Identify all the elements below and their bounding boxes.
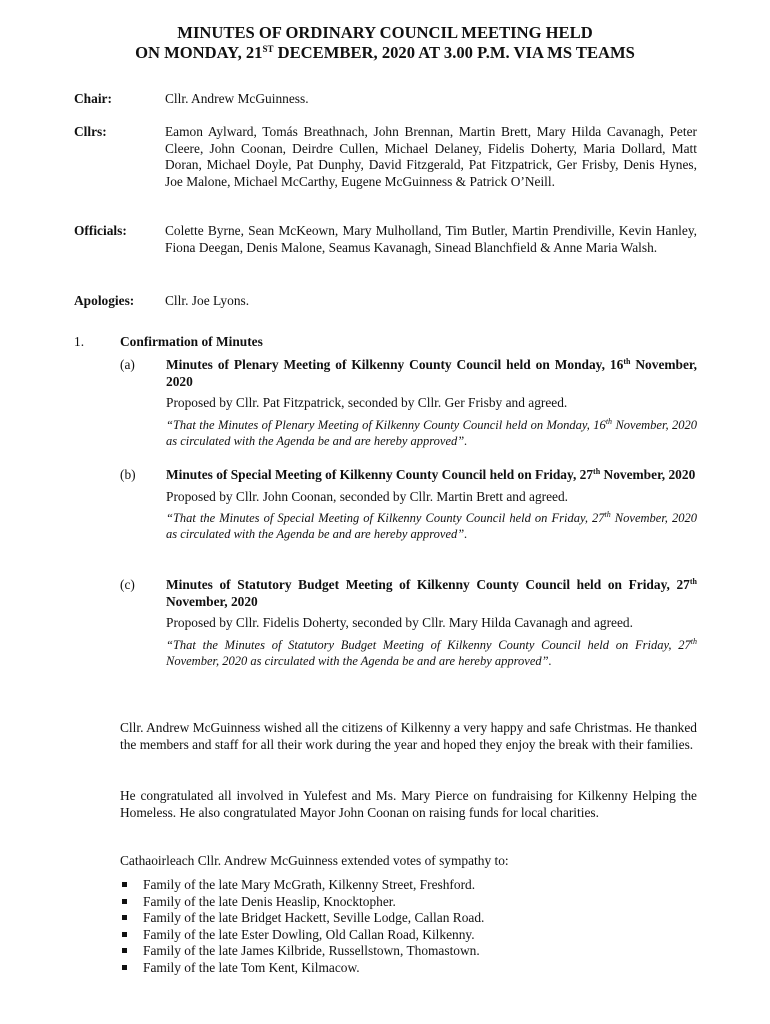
- item-b-resolution: [166, 510, 697, 542]
- item-a: [166, 357, 697, 449]
- document-title: [40, 23, 730, 63]
- item-b-heading: [166, 467, 697, 484]
- list-item-text: Family of the late Tom Kent, Kilmacow.: [143, 959, 360, 975]
- sympathy-intro-paragraph: Cathaoirleach Cllr. Andrew McGuinness extended votes of sympathy to:: [120, 853, 509, 868]
- item-b-label: (b): [120, 467, 136, 482]
- bullet-icon: [122, 965, 127, 970]
- item-c-heading-sup: th: [689, 577, 697, 586]
- list-item-text: Family of the late James Kilbride, Russellstown, Thomastown.: [143, 943, 480, 959]
- apologies-label: Apologies:: [74, 293, 135, 308]
- item-a-resolution-start: “That the Minutes of Plenary Meeting of Kilkenny County Council held on Monday, 16: [166, 417, 606, 432]
- item-a-resolution-end: November, 2020 as circulated with the Agenda be and are hereby approved”.: [166, 417, 697, 448]
- item-a-heading: [166, 357, 697, 390]
- list-item-text: Family of the late Bridget Hackett, Seville Lodge, Callan Road.: [143, 910, 485, 926]
- section-title: Confirmation of Minutes: [120, 334, 263, 349]
- list-item: [120, 894, 697, 911]
- item-c-heading-end: November, 2020: [166, 593, 258, 609]
- chair-label: Chair:: [74, 91, 112, 106]
- apologies-value: Cllr. Joe Lyons.: [165, 293, 250, 308]
- item-c-heading: [166, 577, 697, 610]
- item-c-resolution-start: “That the Minutes of Statutory Budget Meeting of Kilkenny County Council held on Friday, 27: [166, 637, 691, 652]
- title-line-2: [40, 43, 730, 63]
- title-line-2-start: ON MONDAY, 21: [135, 43, 263, 62]
- bullet-icon: [122, 899, 127, 904]
- item-b: [166, 467, 697, 542]
- title-line-1: MINUTES OF ORDINARY COUNCIL MEETING HELD: [177, 23, 593, 42]
- item-a-resolution: [166, 417, 697, 449]
- list-item: [120, 910, 697, 927]
- bullet-icon: [122, 882, 127, 887]
- item-c-resolution-end: November, 2020 as circulated with the Agenda be and are hereby approved”.: [166, 653, 552, 668]
- bullet-icon: [122, 915, 127, 920]
- item-b-proposed: Proposed by Cllr. John Coonan, seconded by Cllr. Martin Brett and agreed.: [166, 488, 569, 504]
- title-line-2-superscript: ST: [262, 44, 274, 54]
- list-item: [120, 877, 697, 894]
- item-b-heading-end: November, 2020: [600, 467, 696, 482]
- item-a-heading-end: November, 2020: [166, 357, 697, 389]
- officials-value: Colette Byrne, Sean McKeown, Mary Mulholland, Tim Butler, Martin Prendiville, Kevin Hanley, Fiona Deegan, Denis Malone, Seamus Kavanagh, Sinead Blanchfield & Anne Maria Walsh.: [165, 223, 697, 255]
- cllrs-value: Eamon Aylward, Tomás Breathnach, John Brennan, Martin Brett, Mary Hilda Cavanagh, Peter Cleere, John Coonan, Deirdre Cullen, Michael Delaney, Fidelis Doherty, Maria Dollard, Matt Doran, Michael Doyle, Pat Dunphy, David Fitzgerald, Pat Fitzpatrick, Ger Frisby, Denis Hynes, Joe Malone, Michael McCarthy, Eugene McGuinness & Patrick O’Neill.: [165, 124, 697, 189]
- item-b-resolution-start: “That the Minutes of Special Meeting of Kilkenny County Council held on Friday, 27: [166, 511, 605, 526]
- item-a-proposed: Proposed by Cllr. Pat Fitzpatrick, seconded by Cllr. Ger Frisby and agreed.: [166, 395, 568, 411]
- officials-label: Officials:: [74, 223, 127, 238]
- item-c-heading-start: Minutes of Statutory Budget Meeting of Kilkenny County Council held on Friday, 27: [166, 577, 690, 592]
- item-c-resolution-sup: th: [690, 636, 697, 646]
- chair-value: Cllr. Andrew McGuinness.: [165, 91, 309, 106]
- sympathy-list: [120, 877, 697, 977]
- item-a-resolution-sup: th: [605, 416, 613, 426]
- item-c-label: (c): [120, 577, 135, 592]
- list-item: [120, 943, 697, 960]
- item-a-label: (a): [120, 357, 135, 372]
- item-a-heading-sup: th: [623, 357, 631, 366]
- christmas-greeting-paragraph: Cllr. Andrew McGuinness wished all the citizens of Kilkenny a very happy and safe Christmas. He thanked the members and staff for all their work during the year and hoped they enjoy the break with their families.: [120, 720, 697, 752]
- item-b-resolution-end: November, 2020 as circulated with the Agenda be and are hereby approved”.: [166, 511, 697, 542]
- bullet-icon: [122, 948, 127, 953]
- list-item-text: Family of the late Mary McGrath, Kilkenny Street, Freshford.: [143, 877, 476, 892]
- item-b-heading-sup: th: [593, 467, 601, 476]
- item-b-heading-start: Minutes of Special Meeting of Kilkenny County Council held on Friday, 27: [166, 467, 594, 482]
- list-item-text: Family of the late Ester Dowling, Old Callan Road, Kilkenny.: [143, 926, 475, 942]
- item-c-resolution: [166, 637, 697, 669]
- list-item: [120, 927, 697, 944]
- item-c: [166, 577, 697, 669]
- item-a-heading-start: Minutes of Plenary Meeting of Kilkenny County Council held on Monday, 16: [166, 357, 624, 372]
- item-c-proposed: Proposed by Cllr. Fidelis Doherty, seconded by Cllr. Mary Hilda Cavanagh and agreed.: [166, 615, 633, 631]
- title-line-2-end: DECEMBER, 2020 AT 3.00 P.M. VIA MS TEAMS: [273, 43, 635, 62]
- section-number: 1.: [74, 334, 85, 349]
- cllrs-label: Cllrs:: [74, 124, 107, 139]
- item-b-resolution-sup: th: [604, 510, 611, 520]
- congratulations-paragraph: He congratulated all involved in Yulefest and Ms. Mary Pierce on fundraising for Kilkenny Helping the Homeless. He also congratulated Mayor John Coonan on raising funds for local charities.: [120, 788, 697, 820]
- list-item-text: Family of the late Denis Heaslip, Knocktopher.: [143, 893, 396, 909]
- list-item: [120, 960, 697, 977]
- bullet-icon: [122, 932, 127, 937]
